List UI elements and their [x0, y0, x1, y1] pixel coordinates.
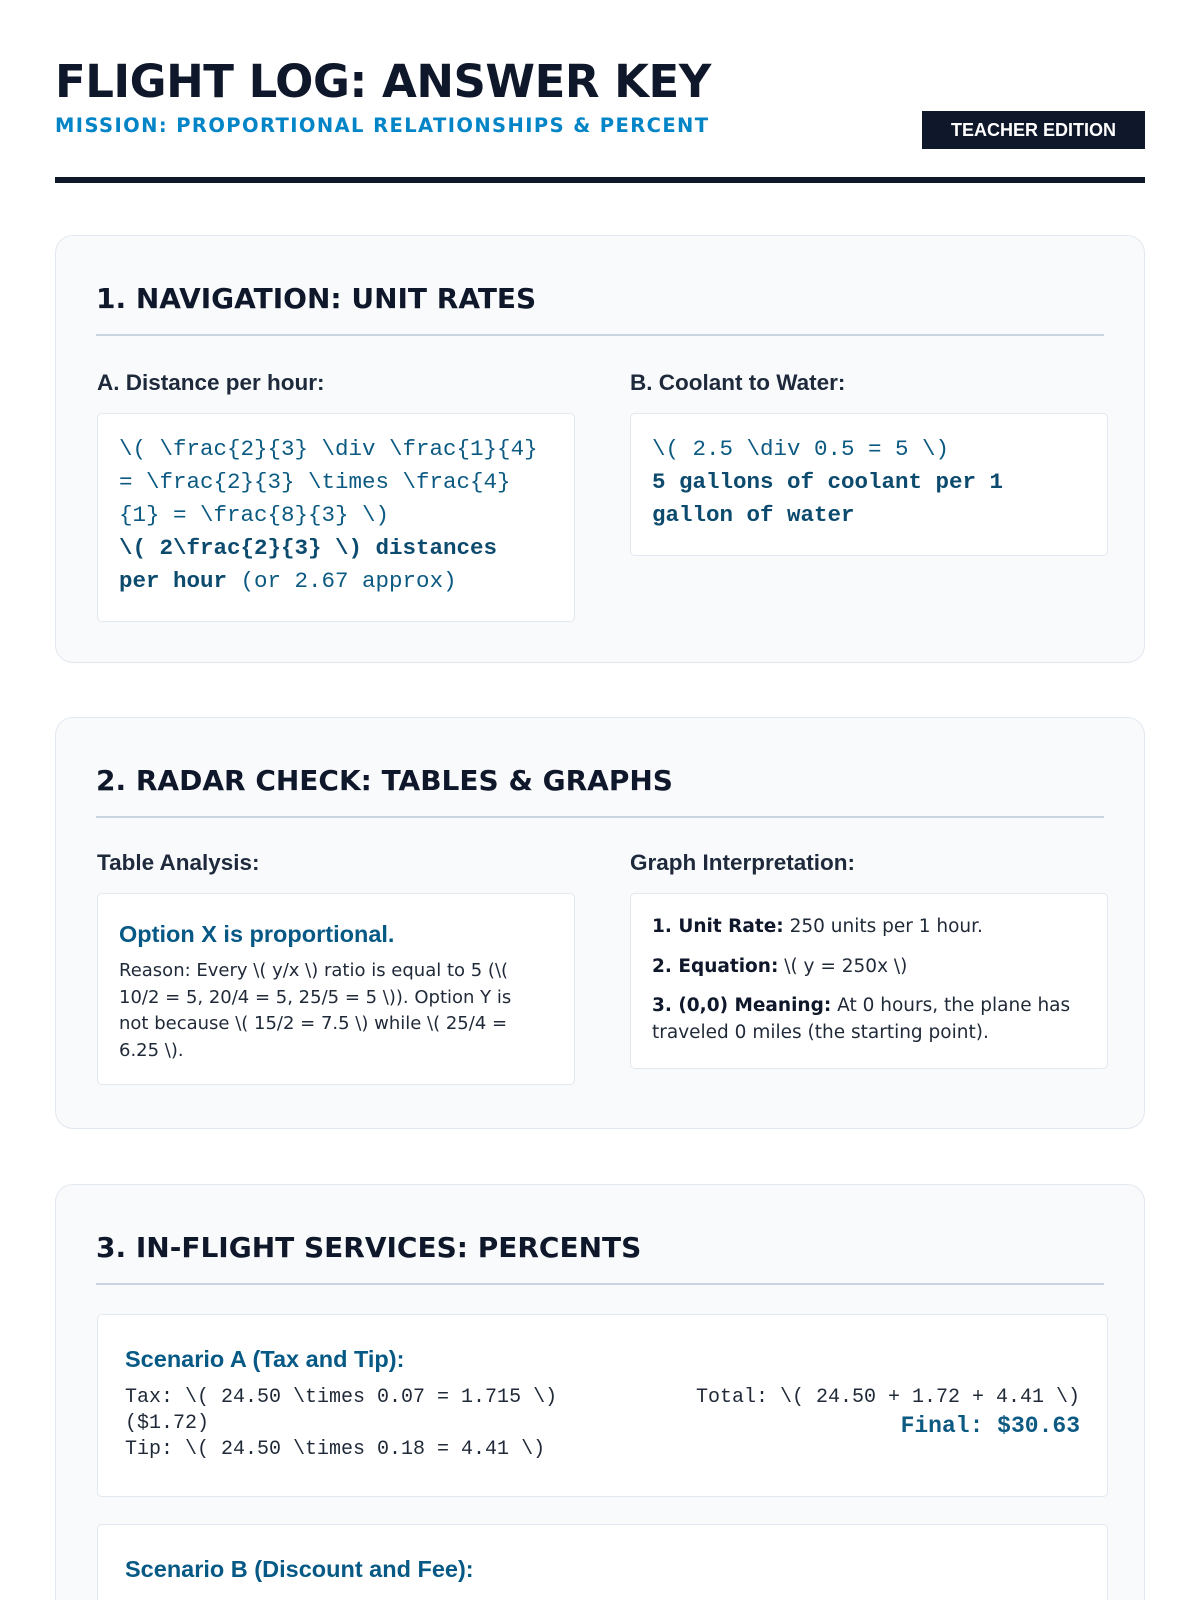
page-subtitle: MISSION: PROPORTIONAL RELATIONSHIPS & PERCENT: [55, 114, 710, 137]
table-analysis-label: Table Analysis:: [97, 850, 260, 875]
answer-result: 5 gallons of coolant per 1: [652, 469, 1004, 495]
reason-line: 6.25 \).: [119, 1039, 184, 1061]
problem-b-label: B. Coolant to Water:: [630, 370, 846, 395]
unit-rate-item: 1. Unit Rate: 250 units per 1 hour.: [652, 916, 983, 937]
answer-line: \( 2.5 \div 0.5 = 5 \): [652, 436, 950, 462]
page-title: FLIGHT LOG: ANSWER KEY: [55, 55, 711, 108]
problem-b-answer-card: [630, 413, 1108, 556]
tip-calc: Tip: \( 24.50 \times 0.18 = 4.41 \): [125, 1438, 546, 1461]
section-unit-rates: [55, 235, 1145, 663]
scenario-a-card: [97, 1314, 1108, 1497]
reason-line: not because \( 15/2 = 7.5 \) while \( 25/4 =: [119, 1013, 508, 1034]
section-heading: 3. IN-FLIGHT SERVICES: PERCENTS: [96, 1230, 1104, 1285]
problem-a-answer-card: [97, 413, 575, 622]
graph-interpretation-label: Graph Interpretation:: [630, 850, 856, 875]
answer-result: per hour: [119, 568, 228, 594]
table-analysis-card: [97, 893, 575, 1085]
reason-text: [119, 958, 558, 1064]
scenario-b-card: [97, 1524, 1108, 1600]
answer-result: \( 2\frac{2}{3} \) distances: [119, 535, 498, 561]
tax-calc: Tax: \( 24.50 \times 0.07 = 1.715 \): [125, 1386, 558, 1409]
teacher-edition-badge: TEACHER EDITION: [922, 111, 1145, 149]
scenario-a-title: Scenario A (Tax and Tip):: [125, 1346, 405, 1372]
proportional-answer: Option X is proportional.: [119, 921, 395, 947]
reason-line: Reason: Every \( y/x \) ratio is equal to 5 (\(: [119, 960, 509, 981]
equation-item: 2. Equation: \( y = 250x \): [652, 955, 908, 977]
scenario-b-title: Scenario B (Discount and Fee):: [125, 1556, 474, 1582]
page-header: [55, 55, 1145, 183]
reason-line: 10/2 = 5, 20/4 = 5, 25/5 = 5 \)). Option Y is: [119, 986, 512, 1008]
final-total: Final: $30.63: [900, 1413, 1080, 1439]
tax-rounded: ($1.72): [125, 1412, 210, 1435]
section-heading: 1. NAVIGATION: UNIT RATES: [96, 281, 1104, 336]
answer-line: {1} = \frac{8}{3} \): [119, 502, 390, 528]
origin-meaning-item: 3. (0,0) Meaning: At 0 hours, the plane has traveled 0 miles (the starting point).: [652, 995, 1071, 1043]
approx-note: (or 2.67 approx): [227, 568, 457, 594]
answer-line: = \frac{2}{3} \times \frac{4}: [119, 469, 511, 495]
answer-line: \( \frac{2}{3} \div \frac{1}{4}: [119, 436, 538, 462]
section-heading: 2. RADAR CHECK: TABLES & GRAPHS: [96, 763, 1104, 818]
problem-a-label: A. Distance per hour:: [97, 370, 325, 395]
section-percents: [55, 1184, 1145, 1600]
section-tables-graphs: [55, 717, 1145, 1129]
graph-interpretation-card: [630, 893, 1108, 1069]
total-calc: Total: \( 24.50 + 1.72 + 4.41 \): [695, 1386, 1080, 1409]
answer-line: [119, 565, 538, 598]
answer-result: gallon of water: [652, 502, 855, 528]
